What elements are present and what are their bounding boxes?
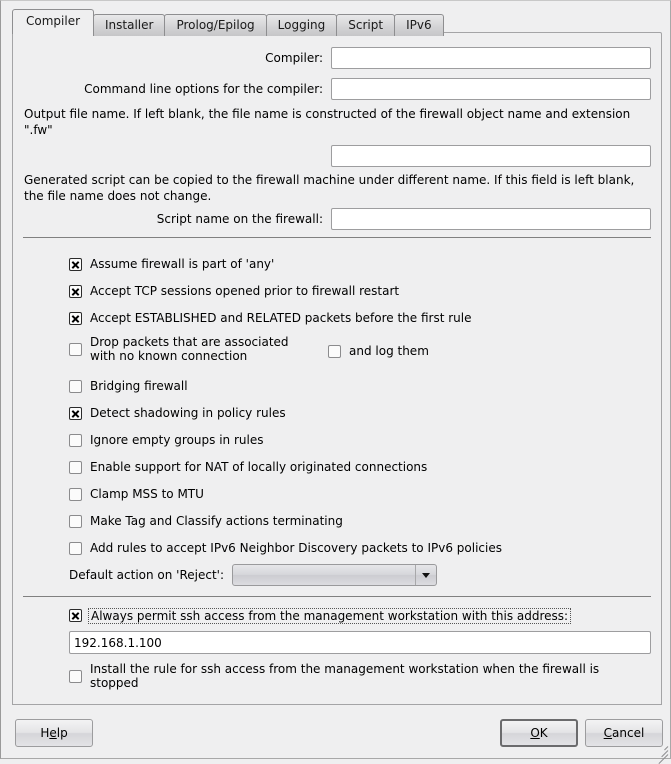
compiler-tab-panel	[12, 32, 662, 705]
separator-bottom	[23, 596, 651, 597]
script-name-label: Script name on the firewall:	[156, 212, 323, 226]
checkbox-label: Detect shadowing in policy rules	[90, 406, 286, 420]
help-button-label-post: lp	[56, 726, 68, 740]
checkbox-box[interactable]	[69, 488, 82, 501]
default-reject-action-label: Default action on 'Reject':	[69, 568, 225, 582]
script-name-input[interactable]	[331, 208, 651, 230]
checkbox-accept-tcp-sessions[interactable]	[69, 284, 399, 298]
command-line-options-field-row	[13, 78, 651, 100]
help-button-label-pre: H	[40, 726, 50, 740]
output-file-help-text: Output file name. If left blank, the file name is constructed of the firewall object name and extension ".fw"	[24, 107, 631, 137]
cancel-button-label-post: ancel	[612, 726, 645, 740]
resize-grip-icon[interactable]	[654, 742, 668, 756]
checkbox-box[interactable]	[69, 670, 82, 683]
checkbox-box[interactable]	[69, 285, 82, 298]
checkbox-label: Assume firewall is part of 'any'	[90, 257, 275, 271]
checkbox-enable-nat-locally-originated[interactable]	[69, 460, 427, 474]
checkbox-box[interactable]	[69, 542, 82, 555]
default-reject-action-row	[69, 564, 437, 586]
checkbox-box[interactable]	[69, 312, 82, 325]
generated-script-help-text: Generated script can be copied to the firewall machine under different name. If this field is left blank, the file name does not change.	[24, 173, 635, 203]
checkbox-label: and log them	[349, 344, 429, 358]
checkbox-box[interactable]	[69, 407, 82, 420]
checkbox-label: Accept ESTABLISHED and RELATED packets before the first rule	[90, 311, 472, 325]
tab-logging[interactable]: Logging	[266, 14, 338, 36]
checkbox-label: Drop packets that are associated with no known connection	[90, 335, 289, 363]
compiler-field-row	[13, 47, 651, 69]
checkbox-detect-shadowing[interactable]	[69, 406, 286, 420]
ssh-address-input[interactable]	[69, 631, 651, 654]
checkbox-and-log-them[interactable]	[328, 344, 429, 358]
tab-installer[interactable]: Installer	[93, 14, 165, 36]
checkbox-box[interactable]	[69, 515, 82, 528]
separator-top	[23, 237, 651, 238]
checkbox-label: Clamp MSS to MTU	[90, 487, 204, 501]
checkbox-make-tag-classify-terminating[interactable]	[69, 514, 343, 528]
compiler-input[interactable]	[331, 47, 651, 69]
script-name-field-row	[13, 208, 651, 230]
checkbox-ignore-empty-groups[interactable]	[69, 433, 263, 447]
checkbox-box[interactable]	[69, 343, 82, 356]
checkbox-box[interactable]	[69, 461, 82, 474]
checkbox-clamp-mss-to-mtu[interactable]	[69, 487, 204, 501]
tab-ipv6[interactable]: IPv6	[394, 14, 444, 36]
checkbox-label: Install the rule for ssh access from the management workstation when the firewall is stopped	[90, 662, 600, 690]
checkbox-assume-firewall-any[interactable]	[69, 257, 274, 271]
cancel-button[interactable]	[585, 719, 663, 747]
ok-button-label-post: K	[539, 726, 548, 740]
checkbox-install-ssh-rule-when-stopped[interactable]	[69, 662, 609, 690]
checkbox-box[interactable]	[69, 258, 82, 271]
checkbox-bridging-firewall[interactable]	[69, 379, 188, 393]
ok-button-mnemonic: O	[530, 726, 540, 740]
checkbox-ipv6-neighbor-discovery[interactable]	[69, 541, 502, 555]
tab-compiler[interactable]: Compiler	[12, 9, 94, 34]
default-reject-action-select[interactable]	[232, 564, 437, 586]
tab-prolog-epilog[interactable]: Prolog/Epilog	[164, 14, 266, 36]
checkbox-label: Add rules to accept IPv6 Neighbor Discovery packets to IPv6 policies	[90, 541, 502, 555]
checkbox-box[interactable]	[328, 345, 341, 358]
default-reject-action-value	[233, 565, 415, 585]
compiler-label: Compiler:	[265, 51, 323, 65]
command-line-options-input[interactable]	[331, 78, 651, 100]
tab-script[interactable]: Script	[336, 14, 395, 36]
cancel-button-mnemonic: C	[603, 726, 613, 740]
chevron-down-icon[interactable]	[415, 565, 436, 585]
checkbox-always-permit-ssh[interactable]	[69, 608, 571, 624]
command-line-options-label: Command line options for the compiler:	[84, 82, 323, 96]
checkbox-label: Make Tag and Classify actions terminating	[90, 514, 343, 528]
help-button-mnemonic: e	[49, 726, 57, 740]
tab-bar	[12, 9, 443, 34]
checkbox-box[interactable]	[69, 434, 82, 447]
checkbox-label: Ignore empty groups in rules	[90, 433, 264, 447]
checkbox-box[interactable]	[69, 380, 82, 393]
output-file-name-input[interactable]	[331, 145, 651, 167]
checkbox-label: Always permit ssh access from the management workstation with this address:	[88, 608, 571, 624]
help-button[interactable]	[15, 719, 93, 747]
checkbox-drop-packets-no-known-connection[interactable]	[69, 335, 314, 363]
checkbox-box[interactable]	[69, 609, 82, 622]
checkbox-label: Accept TCP sessions opened prior to firewall restart	[90, 284, 400, 298]
ok-button[interactable]	[500, 719, 578, 747]
checkbox-label: Bridging firewall	[90, 379, 188, 393]
checkbox-label: Enable support for NAT of locally originated connections	[90, 460, 428, 474]
checkbox-accept-established-related[interactable]	[69, 311, 471, 325]
